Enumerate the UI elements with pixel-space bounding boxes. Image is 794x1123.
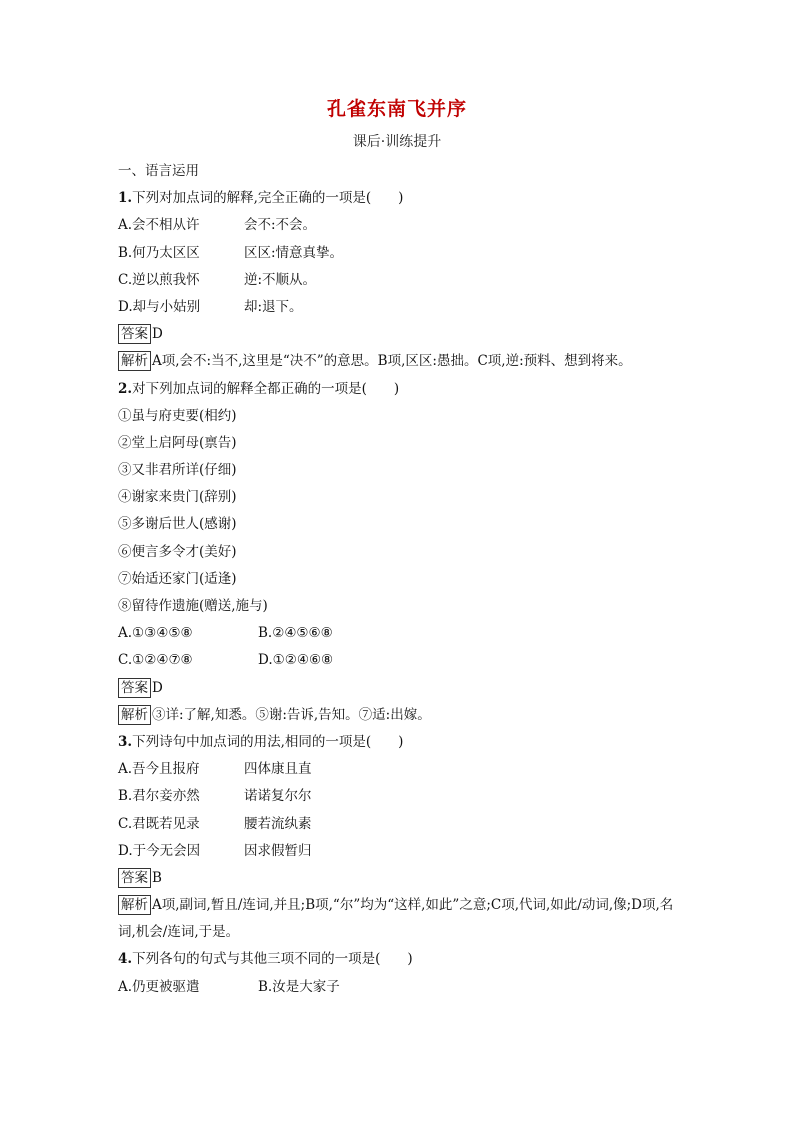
option-text: D.于今无会因 (118, 842, 201, 859)
q2-options-row-2 (118, 647, 678, 674)
question-2 (118, 376, 678, 403)
option-b: B.汝是大家子 (258, 978, 340, 995)
option-text: B.何乃太区区 (118, 244, 200, 261)
answer-tag: 答案 (118, 868, 151, 888)
analysis-text: ③详:了解,知悉。⑤谢:告诉,告知。⑦适:出嫁。 (152, 706, 431, 723)
analysis-tag: 解析 (118, 351, 151, 371)
question-number: 3. (118, 733, 133, 750)
question-number: 4. (118, 951, 133, 968)
option-gloss: 却:退下。 (244, 298, 303, 315)
q2-item: ⑤多谢后世人(感谢) (118, 516, 237, 533)
option-text: C.逆以煎我怀 (118, 271, 200, 288)
option-a: A.仍更被驱遣 (118, 978, 200, 995)
option-compare: 腰若流纨素 (244, 815, 312, 832)
question-stem: 下列诗句中加点词的用法,相同的一项是( ) (132, 733, 404, 750)
question-number: 1. (118, 190, 133, 207)
analysis-text: A项,会不:当不,这里是“决不”的意思。B项,区区:愚拙。C项,逆:预料、想到将来。 (152, 353, 632, 370)
q3-answer (118, 865, 678, 892)
section-heading: 一、语言运用 (118, 163, 199, 179)
q2-item: ⑦始适还家门(适逢) (118, 570, 237, 587)
document-subtitle: 课后·训练提升 (352, 134, 442, 150)
q2-item: ⑧留待作遗施(赠送,施与) (118, 598, 268, 614)
analysis-text: A项,副词,暂且/连词,并且;B项,“尔”均为“这样,如此”之意;C项,代词,如此/动词,像;D项,名词,机会/连词,于是。 (118, 897, 674, 941)
q3-option-d (118, 838, 678, 865)
q1-option-c (118, 267, 678, 294)
q2-options-row-1 (118, 620, 678, 647)
q3-option-b (118, 783, 678, 810)
q3-option-a (118, 756, 678, 783)
analysis-tag: 解析 (118, 705, 151, 725)
option-text: A.吾今且报府 (118, 761, 200, 778)
answer-tag: 答案 (118, 324, 151, 344)
option-c: C.①②④⑦⑧ (118, 652, 193, 669)
question-1 (118, 185, 678, 212)
q4-options-row-1 (118, 974, 678, 1001)
document-title: 孔雀东南飞并序 (326, 98, 467, 120)
q2-item: ①虽与府吏要(相约) (118, 407, 237, 424)
q3-analysis (118, 892, 678, 946)
option-text: B.君尔妾亦然 (118, 788, 200, 805)
option-d: D.①②④⑥⑧ (258, 652, 334, 669)
q2-item: ③又非君所详(仔细) (118, 462, 237, 479)
option-b: B.②④⑤⑥⑧ (258, 625, 333, 642)
question-4 (118, 946, 678, 973)
question-stem: 对下列加点词的解释全都正确的一项是( ) (132, 380, 400, 397)
q3-option-c (118, 811, 678, 838)
option-text: C.君既若见录 (118, 815, 200, 832)
analysis-tag: 解析 (118, 895, 151, 915)
question-3 (118, 729, 678, 756)
option-gloss: 区区:情意真挚。 (244, 244, 344, 261)
q2-item: ④谢家来贵门(辞别) (118, 489, 237, 506)
question-stem: 下列对加点词的解释,完全正确的一项是( ) (132, 190, 404, 207)
q2-analysis (118, 702, 678, 729)
option-text: A.会不相从许 (118, 217, 200, 234)
answer-value: D (152, 326, 163, 343)
option-gloss: 逆:不顺从。 (244, 271, 317, 288)
answer-value: B (152, 869, 162, 886)
q1-analysis (118, 348, 678, 375)
option-a: A.①③④⑤⑧ (118, 625, 193, 642)
q1-option-a (118, 212, 678, 239)
q1-option-d (118, 294, 678, 321)
exercise-content (118, 158, 678, 1001)
option-gloss: 会不:不会。 (244, 217, 317, 234)
option-compare: 四体康且直 (244, 761, 312, 778)
q2-item: ⑥便言多令才(美好) (118, 543, 237, 560)
q2-answer (118, 675, 678, 702)
q1-option-b (118, 240, 678, 267)
question-stem: 下列各句的句式与其他三项不同的一项是( ) (132, 951, 413, 968)
q2-item: ②堂上启阿母(禀告) (118, 434, 237, 451)
option-compare: 诺诺复尔尔 (244, 788, 312, 805)
question-number: 2. (118, 380, 133, 397)
answer-tag: 答案 (118, 678, 151, 698)
answer-value: D (152, 679, 163, 696)
q1-answer (118, 321, 678, 348)
option-text: D.却与小姑别 (118, 298, 201, 315)
option-compare: 因求假暂归 (244, 842, 312, 859)
